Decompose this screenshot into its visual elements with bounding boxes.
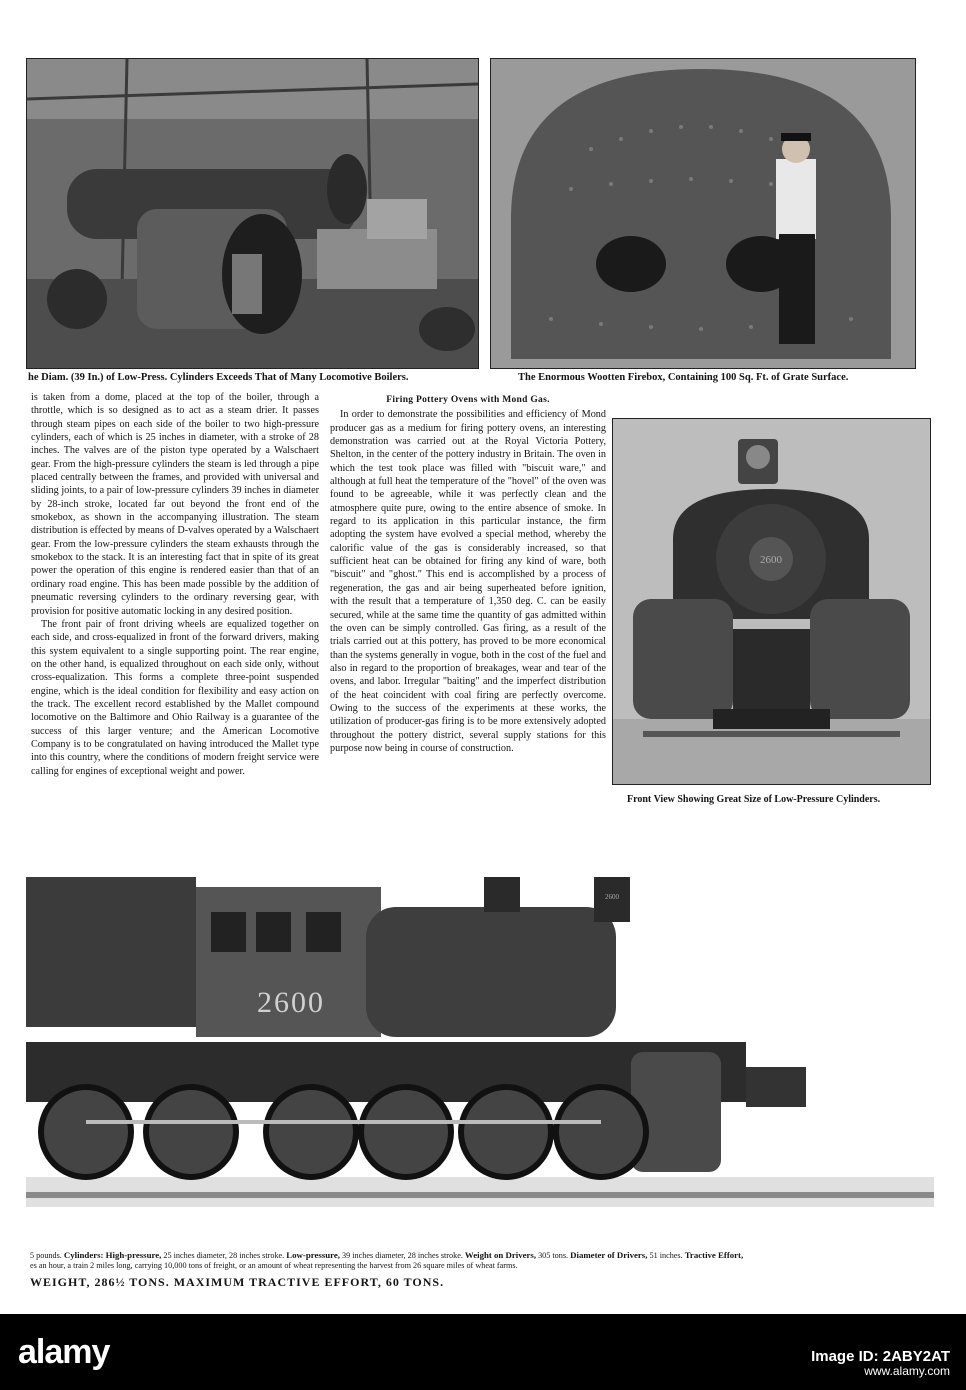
stock-image-info bbox=[811, 1350, 950, 1378]
specs-tractive-effort-label: Tractive Effort, bbox=[684, 1250, 744, 1260]
column1-paragraph-2: The front pair of front driving wheels are equalized together on each side, and cross-equalized in front of the forward drivers, making this system equivalent to a single supporting point. The rear engine, on the other hand, is equalized throughout on each side only, without cross-equalization. This forms a complete three-point suspended engine, which is the ideal condition for flexibility and easy action on the track. The excellent record established by the Mallet compound locomotive on the Baltimore and Ohio Railway is a guarantee of the success of this larger venture; and the American Locomotive Company is to be congratulated on having introduced the Mallet type into this country, where the conditions of modern freight service were calling for engines of exceptional weight and power. bbox=[31, 618, 319, 777]
alamy-logo: alamy bbox=[18, 1333, 110, 1371]
specs-cylinders-hp: 25 inches diameter, 28 inches stroke. bbox=[163, 1251, 285, 1260]
side-view-number: 2600 bbox=[257, 986, 325, 1019]
photo-firebox bbox=[490, 58, 916, 369]
column2-paragraph-1: In order to demonstrate the possibilities and efficiency of Mond producer gas as a medium for firing pottery ovens, an interesting demonstration was carried out at the Royal Victoria Pottery, Shelton, in the center of the pottery industry in Britain. The oven in which the test took place was filled with "biscuit ware," and although at full heat the temperature of the "hovel" of the oven was found to be agreeable, while it was perfectly clean and the atmosphere quite pure, owing to the entire absence of smoke. In regard to its application in this particular instance, the firm adopting the system have evolved a special method, whereby the calorific value of the gas is considerably increased, so that sufficient heat can be obtained for firing any kind of ware, both "biscuit" and "ghost." This end is accomplished by a process of regeneration, the gas and air being superheated before ignition, with the result that a temperature of 1,350 deg. C. can be easily secured, while at the same time the quantity of gas admitted within the oven can be simply controlled. Gas firing, as a result of the trials carried out at this pottery, has proved to be more economical than the systems generally in vogue, both in the cost of the fuel and also in regard to the proportion of breakages, wear and tear of the ovens, and labor. Irregular "baiting" and the imperfect distribution of the heat coincident with coal firing are perfectly overcome. Owing to the success of the experiments at these works, the utilization of producer-gas firing is to be more extensively adopted throughout the pottery district, several supply stations for this purpose now being in course of construction. bbox=[330, 409, 606, 754]
specs-prefix: 5 pounds. bbox=[30, 1251, 62, 1260]
specs-low-pressure-label: Low-pressure, bbox=[286, 1250, 340, 1260]
specs-weight-on-drivers-label: Weight on Drivers, bbox=[464, 1250, 537, 1260]
photo-front-view bbox=[612, 418, 931, 785]
side-view-headlight-number: 2600 bbox=[605, 893, 619, 901]
article-column-2 bbox=[330, 394, 606, 755]
stock-site: www.alamy.com bbox=[864, 1364, 950, 1378]
boiler-shop-illustration bbox=[27, 59, 478, 368]
specs-weight-on-drivers: 305 tons. bbox=[538, 1251, 569, 1260]
headline-weight-tractive-effort: WEIGHT, 286½ TONS. MAXIMUM TRACTIVE EFFORT, 60 TONS. bbox=[30, 1275, 445, 1289]
specs-cylinders-label: Cylinders: High-pressure, bbox=[63, 1250, 162, 1260]
front-view-illustration bbox=[613, 419, 930, 784]
caption-front-view: Front View Showing Great Size of Low-Pressure Cylinders. bbox=[627, 794, 881, 805]
photo-locomotive-side bbox=[26, 837, 934, 1242]
caption-firebox: The Enormous Wootten Firebox, Containing 100 Sq. Ft. of Grate Surface. bbox=[518, 372, 849, 383]
specs-diameter-of-drivers-label: Diameter of Drivers, bbox=[570, 1250, 648, 1260]
locomotive-side-illustration bbox=[26, 837, 934, 1242]
caption-boiler-shop: he Diam. (39 In.) of Low-Press. Cylinders Exceeds That of Many Locomotive Boilers. bbox=[28, 372, 409, 383]
specs-diameter-of-drivers: 51 inches. bbox=[649, 1251, 683, 1260]
firebox-illustration bbox=[491, 59, 915, 368]
specs-cylinders-lp: 39 inches diameter, 28 inches stroke. bbox=[342, 1251, 463, 1260]
front-view-number: 2600 bbox=[760, 554, 782, 566]
section-heading-pottery-ovens: Firing Pottery Ovens with Mond Gas. bbox=[386, 395, 550, 405]
locomotive-specifications bbox=[30, 1250, 940, 1271]
specs-line-2: es an hour, a train 2 miles long, carrying 10,000 tons of freight, or an amount of wheat representing the harvest from 26 square miles of wheat farms. bbox=[30, 1261, 518, 1270]
image-id: Image ID: 2ABY2AT bbox=[811, 1348, 950, 1365]
column1-paragraph-1: is taken from a dome, placed at the top of the boiler, through a throttle, which is so designed as to act as a steam drier. It passes through steam pipes on each side of the boiler to two high-pressure cylinders, each of which is 25 inches in diameter, with a stroke of 28 inches. The valves are of the piston type operated by a Walschaert gear. From the high-pressure cylinders the steam is led through a pipe placed centrally between the frames, and provided with universal and sliding joints, to a pair of low-pressure cylinders 39 inches in diameter by 28-inch stroke, located far out beyond the front end of the smokebox, as shown in the accompanying illustration. The steam distribution is effected by means of D-valves operated by a Walschaert gear. From the low-pressure cylinders the steam exhausts through the smokebox to the stack. It is an interesting fact that in spite of its great power the operation of this engine is rendered easier than that of an ordinary road engine. This has been made possible by the addition of pneumatic reversing cylinders to the ordinary reversing gear, with provision for positive automatic locking in any desired position. bbox=[31, 392, 319, 617]
photo-boiler-shop bbox=[26, 58, 479, 369]
article-column-1 bbox=[31, 391, 319, 778]
specs-line-1 bbox=[30, 1250, 940, 1261]
